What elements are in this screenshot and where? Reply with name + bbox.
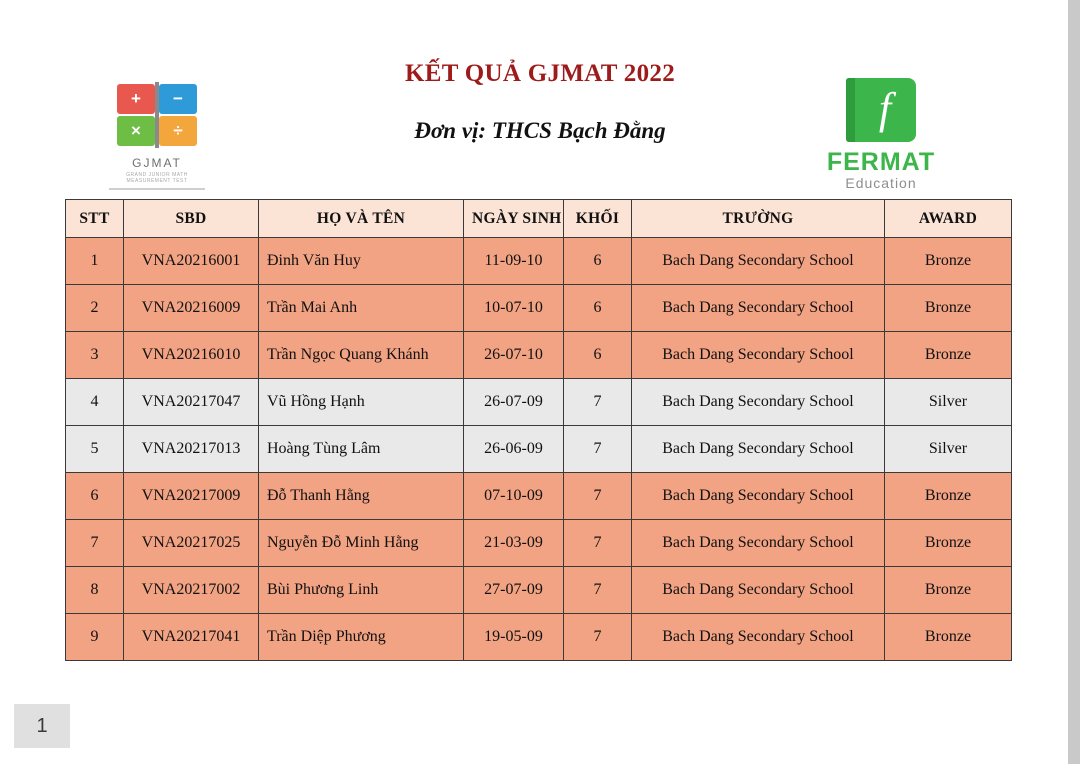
cell-award: Silver: [885, 426, 1012, 473]
cell-sbd: VNA20216001: [124, 238, 259, 285]
table-row: [66, 238, 1012, 285]
cell-dob: 26-06-09: [464, 426, 564, 473]
cell-award: Bronze: [885, 473, 1012, 520]
book-spine: [155, 82, 159, 148]
cell-dob: 19-05-09: [464, 614, 564, 661]
title-block: [260, 60, 820, 144]
cell-school: Bach Dang Secondary School: [632, 520, 885, 567]
gjmat-logo-tagline: GRAND JUNIOR MATH MEASUREMENT TEST: [126, 172, 188, 184]
cell-sbd: VNA20217041: [124, 614, 259, 661]
cell-khoi: 7: [564, 426, 632, 473]
cell-sbd: VNA20217002: [124, 567, 259, 614]
cell-award: Silver: [885, 379, 1012, 426]
cell-khoi: 6: [564, 285, 632, 332]
cell-award: Bronze: [885, 567, 1012, 614]
page-number-badge: 1: [14, 704, 70, 748]
cell-dob: 21-03-09: [464, 520, 564, 567]
fermat-f-glyph: f: [878, 84, 892, 133]
cell-award: Bronze: [885, 520, 1012, 567]
cell-stt: 7: [66, 520, 124, 567]
cell-school: Bach Dang Secondary School: [632, 285, 885, 332]
fermat-logo: [806, 78, 956, 191]
cell-school: Bach Dang Secondary School: [632, 238, 885, 285]
cell-school: Bach Dang Secondary School: [632, 567, 885, 614]
cell-sbd: VNA20216010: [124, 332, 259, 379]
cell-school: Bach Dang Secondary School: [632, 332, 885, 379]
cell-name: Bùi Phương Linh: [259, 567, 464, 614]
cell-stt: 5: [66, 426, 124, 473]
table-row: [66, 473, 1012, 520]
cell-name: Đỗ Thanh Hằng: [259, 473, 464, 520]
results-table: [65, 199, 1012, 661]
column-header-school: TRƯỜNG: [632, 200, 885, 238]
divide-icon: ÷: [159, 116, 197, 146]
cell-dob: 26-07-10: [464, 332, 564, 379]
cell-name: Hoàng Tùng Lâm: [259, 426, 464, 473]
column-header-award: AWARD: [885, 200, 1012, 238]
cell-name: Vũ Hồng Hạnh: [259, 379, 464, 426]
column-header-dob: NGÀY SINH: [464, 200, 564, 238]
cell-sbd: VNA20217025: [124, 520, 259, 567]
cell-dob: 26-07-09: [464, 379, 564, 426]
table-row: [66, 332, 1012, 379]
column-header-sbd: SBD: [124, 200, 259, 238]
plus-icon: +: [117, 84, 155, 114]
column-header-name: HỌ VÀ TÊN: [259, 200, 464, 238]
cell-sbd: VNA20217047: [124, 379, 259, 426]
fermat-book-icon: [846, 78, 916, 142]
gjmat-logo-name: GJMAT: [132, 156, 182, 170]
multiply-icon: ×: [117, 116, 155, 146]
column-header-stt: STT: [66, 200, 124, 238]
cell-stt: 4: [66, 379, 124, 426]
cell-khoi: 7: [564, 379, 632, 426]
cell-khoi: 7: [564, 567, 632, 614]
cell-sbd: VNA20217013: [124, 426, 259, 473]
gjmat-logo: [104, 82, 210, 190]
cell-school: Bach Dang Secondary School: [632, 473, 885, 520]
cell-name: Nguyễn Đỗ Minh Hằng: [259, 520, 464, 567]
cell-school: Bach Dang Secondary School: [632, 426, 885, 473]
cell-khoi: 7: [564, 614, 632, 661]
window-gutter: [1068, 0, 1080, 764]
minus-icon: −: [159, 84, 197, 114]
cell-sbd: VNA20217009: [124, 473, 259, 520]
cell-dob: 27-07-09: [464, 567, 564, 614]
table-row: [66, 379, 1012, 426]
logo-divider: [109, 188, 205, 190]
document-header: [0, 0, 1068, 195]
column-header-khoi: KHỐI: [564, 200, 632, 238]
table-row: [66, 426, 1012, 473]
cell-khoi: 7: [564, 473, 632, 520]
cell-school: Bach Dang Secondary School: [632, 614, 885, 661]
table-body: [66, 238, 1012, 661]
cell-stt: 1: [66, 238, 124, 285]
cell-dob: 10-07-10: [464, 285, 564, 332]
page-subtitle: Đơn vị: THCS Bạch Đằng: [414, 118, 666, 143]
cell-stt: 8: [66, 567, 124, 614]
page-title: KẾT QUẢ GJMAT 2022: [404, 60, 675, 87]
table-row: [66, 285, 1012, 332]
cell-stt: 6: [66, 473, 124, 520]
fermat-logo-name: FERMAT: [826, 148, 936, 176]
cell-khoi: 6: [564, 238, 632, 285]
cell-stt: 3: [66, 332, 124, 379]
cell-award: Bronze: [885, 614, 1012, 661]
cell-name: Trần Diệp Phương: [259, 614, 464, 661]
gjmat-book-icon: [114, 82, 200, 148]
table-row: [66, 567, 1012, 614]
cell-stt: 2: [66, 285, 124, 332]
cell-dob: 11-09-10: [464, 238, 564, 285]
cell-khoi: 7: [564, 520, 632, 567]
cell-award: Bronze: [885, 332, 1012, 379]
cell-award: Bronze: [885, 285, 1012, 332]
fermat-logo-sub: Education: [845, 175, 917, 191]
cell-dob: 07-10-09: [464, 473, 564, 520]
table-row: [66, 520, 1012, 567]
cell-name: Đinh Văn Huy: [259, 238, 464, 285]
cell-name: Trần Ngọc Quang Khánh: [259, 332, 464, 379]
cell-award: Bronze: [885, 238, 1012, 285]
cell-stt: 9: [66, 614, 124, 661]
cell-school: Bach Dang Secondary School: [632, 379, 885, 426]
table-header: [66, 200, 1012, 238]
cell-khoi: 6: [564, 332, 632, 379]
results-table-wrapper: [65, 199, 1011, 661]
table-header-row: [66, 200, 1012, 238]
cell-sbd: VNA20216009: [124, 285, 259, 332]
cell-name: Trần Mai Anh: [259, 285, 464, 332]
table-row: [66, 614, 1012, 661]
